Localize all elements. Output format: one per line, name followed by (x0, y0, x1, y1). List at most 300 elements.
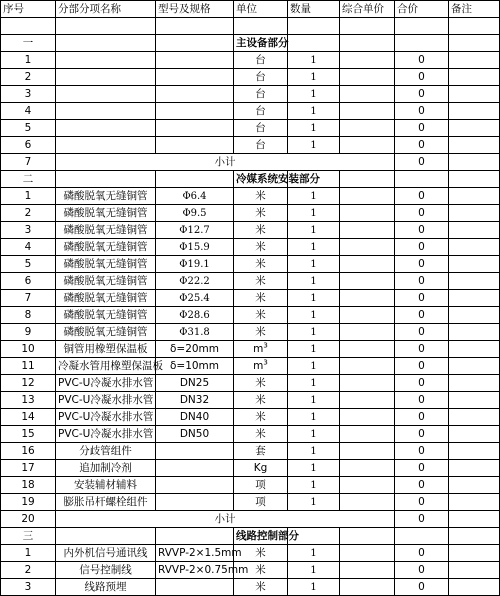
header-name[interactable]: 分部分项名称 (56, 1, 156, 18)
cell[interactable] (56, 18, 156, 35)
note-cell[interactable] (449, 375, 500, 392)
name-cell[interactable]: 磷酸脱氧无缝铜管 (56, 290, 156, 307)
model-cell[interactable] (156, 494, 234, 511)
table-row (1, 341, 500, 358)
price-cell[interactable] (340, 188, 395, 205)
blank-row (1, 18, 500, 35)
section-title[interactable]: 线路控制部分 (234, 528, 288, 545)
name-cell[interactable]: PVC-U冷凝水排水管 (56, 392, 156, 409)
model-cell[interactable]: Φ9.5 (156, 205, 234, 222)
price-cell[interactable] (340, 205, 395, 222)
unit-cell[interactable] (234, 409, 288, 426)
note-cell[interactable] (449, 409, 500, 426)
unit-cell[interactable] (234, 86, 288, 103)
model-cell[interactable] (156, 103, 234, 120)
unit-cell[interactable] (234, 120, 288, 137)
seq-cell[interactable]: 2 (1, 69, 56, 86)
model-cell[interactable] (156, 52, 234, 69)
header-note[interactable]: 备注 (449, 1, 500, 18)
unit-cell[interactable] (234, 341, 288, 358)
name-cell[interactable]: 磷酸脱氧无缝铜管 (56, 324, 156, 341)
note-cell[interactable] (449, 154, 500, 171)
cell[interactable] (156, 528, 234, 545)
section-row (1, 528, 500, 545)
qty-cell[interactable]: 1 (288, 494, 340, 511)
seq-cell[interactable]: 3 (1, 86, 56, 103)
note-cell[interactable] (449, 86, 500, 103)
qty-cell[interactable]: 1 (288, 562, 340, 579)
subtotal-total[interactable]: 0 (395, 154, 449, 171)
model-cell[interactable]: DN32 (156, 392, 234, 409)
unit-text: 米 (255, 427, 266, 440)
cell[interactable] (56, 171, 156, 188)
model-cell[interactable]: Φ31.8 (156, 324, 234, 341)
note-cell[interactable] (449, 511, 500, 528)
section-index[interactable]: 二 (1, 171, 56, 188)
model-cell[interactable] (156, 443, 234, 460)
qty-cell[interactable]: 1 (288, 460, 340, 477)
name-cell[interactable]: 磷酸脱氧无缝铜管 (56, 188, 156, 205)
subtotal-row (1, 154, 500, 171)
price-cell[interactable] (340, 324, 395, 341)
section-row (1, 171, 500, 188)
unit-cell[interactable] (234, 443, 288, 460)
subtotal-seq[interactable]: 7 (1, 154, 56, 171)
seq-cell[interactable]: 14 (1, 409, 56, 426)
header-unit[interactable]: 单位 (234, 1, 288, 18)
price-cell[interactable] (340, 307, 395, 324)
price-cell[interactable] (340, 341, 395, 358)
seq-cell[interactable]: 16 (1, 443, 56, 460)
table-row (1, 188, 500, 205)
model-cell[interactable] (156, 477, 234, 494)
model-cell[interactable]: DN50 (156, 426, 234, 443)
name-cell[interactable]: 冷凝水管用橡塑保温板 (56, 358, 156, 375)
unit-text: 米 (255, 291, 266, 304)
qty-cell[interactable]: 1 (288, 103, 340, 120)
unit-text: m (253, 359, 264, 372)
subtotal-label[interactable]: 小计 (56, 154, 395, 171)
total-cell[interactable]: 0 (395, 52, 449, 69)
name-cell[interactable]: 磷酸脱氧无缝铜管 (56, 239, 156, 256)
seq-cell[interactable]: 5 (1, 120, 56, 137)
total-cell[interactable]: 0 (395, 273, 449, 290)
unit-text: 米 (255, 393, 266, 406)
qty-cell[interactable]: 1 (288, 69, 340, 86)
table-row (1, 222, 500, 239)
qty-cell[interactable]: 1 (288, 426, 340, 443)
price-cell[interactable] (340, 545, 395, 562)
price-cell[interactable] (340, 103, 395, 120)
unit-cell[interactable] (234, 358, 288, 375)
price-cell[interactable] (340, 494, 395, 511)
table-row (1, 375, 500, 392)
header-seq[interactable]: 序号 (1, 1, 56, 18)
table-row (1, 69, 500, 86)
seq-cell[interactable]: 1 (1, 52, 56, 69)
price-cell[interactable] (340, 52, 395, 69)
note-cell[interactable] (449, 494, 500, 511)
unit-cell[interactable] (234, 239, 288, 256)
total-cell[interactable]: 0 (395, 120, 449, 137)
total-cell[interactable]: 0 (395, 86, 449, 103)
price-cell[interactable] (340, 256, 395, 273)
seq-cell[interactable]: 3 (1, 579, 56, 596)
total-cell[interactable]: 0 (395, 307, 449, 324)
table-row (1, 392, 500, 409)
unit-text: 米 (255, 308, 266, 321)
seq-cell[interactable]: 1 (1, 188, 56, 205)
note-cell[interactable] (449, 137, 500, 154)
price-cell[interactable] (340, 562, 395, 579)
seq-cell[interactable]: 4 (1, 239, 56, 256)
section-index[interactable]: 一 (1, 35, 56, 52)
table-row (1, 460, 500, 477)
total-cell[interactable]: 0 (395, 222, 449, 239)
qty-cell[interactable]: 1 (288, 341, 340, 358)
unit-cell[interactable] (234, 103, 288, 120)
unit-cell[interactable] (234, 256, 288, 273)
note-cell[interactable] (449, 545, 500, 562)
qty-cell[interactable]: 1 (288, 324, 340, 341)
price-cell[interactable] (340, 86, 395, 103)
qty-cell[interactable]: 1 (288, 545, 340, 562)
header-total[interactable]: 合价 (395, 1, 449, 18)
note-cell[interactable] (449, 392, 500, 409)
qty-cell[interactable]: 1 (288, 579, 340, 596)
total-cell[interactable]: 0 (395, 443, 449, 460)
total-cell[interactable]: 0 (395, 188, 449, 205)
cell[interactable] (449, 171, 500, 188)
unit-text: 台 (255, 121, 266, 134)
qty-cell[interactable]: 1 (288, 477, 340, 494)
total-cell[interactable]: 0 (395, 494, 449, 511)
cell[interactable] (395, 171, 449, 188)
unit-cell[interactable] (234, 273, 288, 290)
cell[interactable] (449, 528, 500, 545)
total-cell[interactable]: 0 (395, 256, 449, 273)
price-cell[interactable] (340, 375, 395, 392)
seq-cell[interactable]: 7 (1, 290, 56, 307)
unit-cell[interactable] (234, 69, 288, 86)
name-cell[interactable] (56, 52, 156, 69)
name-cell[interactable] (56, 86, 156, 103)
total-cell[interactable]: 0 (395, 69, 449, 86)
name-cell[interactable] (56, 69, 156, 86)
section-index[interactable]: 三 (1, 528, 56, 545)
price-cell[interactable] (340, 460, 395, 477)
cell[interactable] (449, 35, 500, 52)
note-cell[interactable] (449, 103, 500, 120)
seq-cell[interactable]: 17 (1, 460, 56, 477)
model-cell[interactable] (156, 86, 234, 103)
unit-cell[interactable] (234, 137, 288, 154)
note-cell[interactable] (449, 52, 500, 69)
note-cell[interactable] (449, 579, 500, 596)
header-row (1, 1, 500, 18)
model-cell[interactable]: Φ22.2 (156, 273, 234, 290)
seq-cell[interactable]: 2 (1, 562, 56, 579)
qty-cell[interactable]: 1 (288, 392, 340, 409)
name-cell[interactable]: 磷酸脱氧无缝铜管 (56, 205, 156, 222)
total-cell[interactable]: 0 (395, 137, 449, 154)
total-cell[interactable]: 0 (395, 239, 449, 256)
table-row (1, 358, 500, 375)
note-cell[interactable] (449, 256, 500, 273)
note-cell[interactable] (449, 222, 500, 239)
qty-cell[interactable]: 1 (288, 205, 340, 222)
qty-cell[interactable]: 1 (288, 290, 340, 307)
price-cell[interactable] (340, 477, 395, 494)
model-cell[interactable]: Φ19.1 (156, 256, 234, 273)
table-row (1, 477, 500, 494)
total-cell[interactable]: 0 (395, 579, 449, 596)
qty-cell[interactable]: 1 (288, 358, 340, 375)
seq-cell[interactable]: 10 (1, 341, 56, 358)
note-cell[interactable] (449, 460, 500, 477)
price-cell[interactable] (340, 358, 395, 375)
total-cell[interactable]: 0 (395, 290, 449, 307)
total-cell[interactable]: 0 (395, 358, 449, 375)
name-cell[interactable]: 磷酸脱氧无缝铜管 (56, 307, 156, 324)
total-cell[interactable]: 0 (395, 409, 449, 426)
seq-cell[interactable]: 3 (1, 222, 56, 239)
total-cell[interactable]: 0 (395, 324, 449, 341)
subtotal-seq[interactable]: 20 (1, 511, 56, 528)
price-cell[interactable] (340, 69, 395, 86)
note-cell[interactable] (449, 562, 500, 579)
cell[interactable] (395, 528, 449, 545)
unit-cell[interactable] (234, 222, 288, 239)
qty-cell[interactable]: 1 (288, 120, 340, 137)
subtotal-label[interactable]: 小计 (56, 511, 395, 528)
seq-cell[interactable]: 8 (1, 307, 56, 324)
note-cell[interactable] (449, 273, 500, 290)
unit-cell[interactable] (234, 460, 288, 477)
total-cell[interactable]: 0 (395, 375, 449, 392)
name-cell[interactable]: 线路预埋 (56, 579, 156, 596)
section-title[interactable]: 冷媒系统安装部分 (234, 171, 288, 188)
seq-cell[interactable]: 1 (1, 545, 56, 562)
name-cell[interactable]: 内外机信号通讯线 (56, 545, 156, 562)
model-cell[interactable]: δ=10mm (156, 358, 234, 375)
note-cell[interactable] (449, 358, 500, 375)
note-cell[interactable] (449, 239, 500, 256)
note-cell[interactable] (449, 120, 500, 137)
model-cell[interactable]: Φ12.7 (156, 222, 234, 239)
header-qty[interactable]: 数量 (288, 1, 340, 18)
model-cell[interactable]: Φ15.9 (156, 239, 234, 256)
seq-cell[interactable]: 9 (1, 324, 56, 341)
table-row (1, 256, 500, 273)
unit-cell[interactable] (234, 494, 288, 511)
cell[interactable] (156, 171, 234, 188)
name-cell[interactable]: 磷酸脱氧无缝铜管 (56, 256, 156, 273)
qty-cell[interactable]: 1 (288, 86, 340, 103)
model-cell[interactable] (156, 137, 234, 154)
unit-cell[interactable] (234, 307, 288, 324)
model-cell[interactable]: Φ6.4 (156, 188, 234, 205)
price-cell[interactable] (340, 426, 395, 443)
unit-text: 台 (255, 53, 266, 66)
qty-cell[interactable]: 1 (288, 307, 340, 324)
total-cell[interactable]: 0 (395, 103, 449, 120)
total-cell[interactable]: 0 (395, 460, 449, 477)
price-cell[interactable] (340, 443, 395, 460)
price-cell[interactable] (340, 222, 395, 239)
price-cell[interactable] (340, 137, 395, 154)
cell[interactable] (340, 171, 395, 188)
seq-cell[interactable]: 6 (1, 273, 56, 290)
table-row (1, 273, 500, 290)
unit-text: 米 (255, 206, 266, 219)
seq-cell[interactable]: 11 (1, 358, 56, 375)
note-cell[interactable] (449, 307, 500, 324)
cell[interactable] (340, 528, 395, 545)
model-cell[interactable]: δ=20mm (156, 341, 234, 358)
unit-text: 米 (255, 410, 266, 423)
seq-cell[interactable]: 6 (1, 137, 56, 154)
name-cell[interactable] (56, 137, 156, 154)
cell[interactable] (395, 18, 449, 35)
qty-cell[interactable]: 1 (288, 443, 340, 460)
qty-cell[interactable]: 1 (288, 137, 340, 154)
cell[interactable] (340, 18, 395, 35)
qty-cell[interactable]: 1 (288, 256, 340, 273)
cell[interactable] (56, 528, 156, 545)
total-cell[interactable]: 0 (395, 392, 449, 409)
model-cell[interactable] (156, 579, 234, 596)
cell[interactable] (340, 35, 395, 52)
name-cell[interactable]: 追加制冷剂 (56, 460, 156, 477)
qty-cell[interactable]: 1 (288, 239, 340, 256)
model-cell[interactable] (156, 69, 234, 86)
total-cell[interactable]: 0 (395, 205, 449, 222)
subtotal-total[interactable]: 0 (395, 511, 449, 528)
qty-cell[interactable]: 1 (288, 273, 340, 290)
cell[interactable] (1, 18, 56, 35)
unit-cell[interactable] (234, 392, 288, 409)
model-cell[interactable] (156, 460, 234, 477)
name-cell[interactable]: PVC-U冷凝水排水管 (56, 375, 156, 392)
table-row (1, 307, 500, 324)
unit-cell[interactable] (234, 579, 288, 596)
cell[interactable] (288, 18, 340, 35)
seq-cell[interactable]: 12 (1, 375, 56, 392)
qty-cell[interactable]: 1 (288, 409, 340, 426)
unit-cell[interactable] (234, 324, 288, 341)
model-cell[interactable]: Φ25.4 (156, 290, 234, 307)
note-cell[interactable] (449, 426, 500, 443)
note-cell[interactable] (449, 69, 500, 86)
unit-cell[interactable] (234, 188, 288, 205)
price-cell[interactable] (340, 579, 395, 596)
seq-cell[interactable]: 5 (1, 256, 56, 273)
cell[interactable] (234, 18, 288, 35)
name-cell[interactable]: 磷酸脱氧无缝铜管 (56, 273, 156, 290)
model-cell[interactable]: DN25 (156, 375, 234, 392)
price-cell[interactable] (340, 409, 395, 426)
section-title[interactable]: 主设备部分 (234, 35, 288, 52)
name-cell[interactable]: 分歧管组件 (56, 443, 156, 460)
name-cell[interactable]: 磷酸脱氧无缝铜管 (56, 222, 156, 239)
price-cell[interactable] (340, 392, 395, 409)
total-cell[interactable]: 0 (395, 477, 449, 494)
note-cell[interactable] (449, 477, 500, 494)
price-cell[interactable] (340, 120, 395, 137)
unit-text: 项 (255, 495, 266, 508)
header-price[interactable]: 综合单价 (340, 1, 395, 18)
qty-cell[interactable]: 1 (288, 188, 340, 205)
name-cell[interactable] (56, 120, 156, 137)
table-body (1, 1, 500, 596)
seq-cell[interactable]: 15 (1, 426, 56, 443)
table-row (1, 86, 500, 103)
cell[interactable] (449, 18, 500, 35)
model-cell[interactable]: RVVP-2×0.75mm (156, 562, 234, 579)
cell[interactable] (156, 18, 234, 35)
unit-cell[interactable] (234, 205, 288, 222)
price-cell[interactable] (340, 290, 395, 307)
name-cell[interactable]: 铜管用橡塑保温板 (56, 341, 156, 358)
seq-cell[interactable]: 4 (1, 103, 56, 120)
name-cell[interactable]: PVC-U冷凝水排水管 (56, 426, 156, 443)
note-cell[interactable] (449, 205, 500, 222)
qty-cell[interactable]: 1 (288, 52, 340, 69)
unit-cell[interactable] (234, 477, 288, 494)
seq-cell[interactable]: 19 (1, 494, 56, 511)
model-cell[interactable] (156, 120, 234, 137)
cell[interactable] (156, 35, 234, 52)
qty-cell[interactable]: 1 (288, 375, 340, 392)
cell[interactable] (395, 35, 449, 52)
total-cell[interactable]: 0 (395, 426, 449, 443)
price-cell[interactable] (340, 239, 395, 256)
header-model[interactable]: 型号及规格 (156, 1, 234, 18)
name-cell[interactable]: 信号控制线 (56, 562, 156, 579)
unit-cell[interactable] (234, 52, 288, 69)
total-cell[interactable]: 0 (395, 341, 449, 358)
seq-cell[interactable]: 13 (1, 392, 56, 409)
name-cell[interactable] (56, 103, 156, 120)
name-cell[interactable]: 安装辅材辅料 (56, 477, 156, 494)
unit-text: m (253, 342, 264, 355)
cell[interactable] (56, 35, 156, 52)
table-row (1, 409, 500, 426)
cell[interactable] (288, 35, 340, 52)
model-cell[interactable]: Φ28.6 (156, 307, 234, 324)
model-cell[interactable]: DN40 (156, 409, 234, 426)
note-cell[interactable] (449, 324, 500, 341)
seq-cell[interactable]: 2 (1, 205, 56, 222)
note-cell[interactable] (449, 341, 500, 358)
total-cell[interactable]: 0 (395, 545, 449, 562)
price-cell[interactable] (340, 273, 395, 290)
unit-cell[interactable] (234, 426, 288, 443)
total-cell[interactable]: 0 (395, 562, 449, 579)
unit-superscript: 3 (263, 358, 268, 366)
note-cell[interactable] (449, 443, 500, 460)
name-cell[interactable]: PVC-U冷凝水排水管 (56, 409, 156, 426)
qty-cell[interactable]: 1 (288, 222, 340, 239)
note-cell[interactable] (449, 188, 500, 205)
seq-cell[interactable]: 18 (1, 477, 56, 494)
note-cell[interactable] (449, 290, 500, 307)
model-cell[interactable]: RVVP-2×1.5mm (156, 545, 234, 562)
unit-cell[interactable] (234, 290, 288, 307)
unit-cell[interactable] (234, 375, 288, 392)
name-cell[interactable]: 膨胀吊杆螺栓组件 (56, 494, 156, 511)
